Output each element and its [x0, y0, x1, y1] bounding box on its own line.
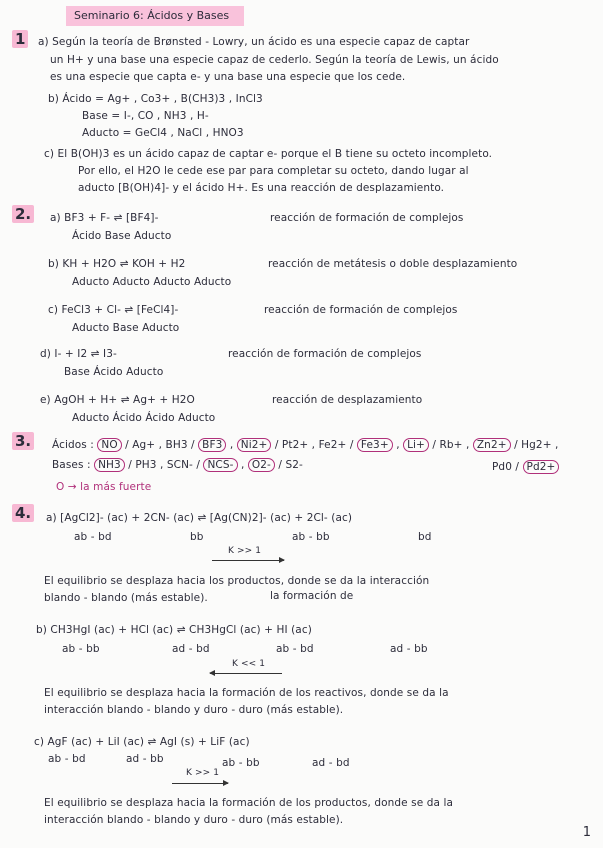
s4-b-k: K << 1: [232, 659, 266, 669]
s4-b-left-arrow: [210, 673, 282, 674]
acid-pt: / Pt2+ ,: [274, 439, 316, 451]
s4-c-label-3: ab - bb: [222, 757, 260, 769]
s1-a-line-2: un H+ y una base una especie capaz de cederlo. Según la teoría de Lewis, un ácido: [50, 54, 499, 66]
s2-d-description: reacción de formación de complejos: [228, 348, 422, 360]
acid-no-circled: NO: [97, 438, 121, 452]
base-o2-circled: O2-: [248, 458, 275, 472]
s2-c-description: reacción de formación de complejos: [264, 304, 458, 316]
s2-c-equation: c) FeCl3 + Cl- ⇌ [FeCl4]-: [48, 304, 179, 316]
section-3-number: 3.: [12, 432, 34, 450]
s2-d-labels: Base Ácido Aducto: [64, 366, 164, 378]
s4-b-label-3: ab - bd: [276, 643, 314, 655]
s4-b-label-2: ad - bd: [172, 643, 210, 655]
bases-label: Bases :: [52, 459, 91, 471]
s4-a-label-2: bb: [190, 531, 204, 543]
s3-acids-row: [52, 438, 558, 452]
s2-c-labels: Aducto Base Aducto: [72, 322, 180, 334]
base-scn: SCN- /: [166, 459, 201, 471]
s2-d-equation: d) I- + I2 ⇌ I3-: [40, 348, 117, 360]
acid-fe3-circled: Fe3+: [357, 438, 393, 452]
s2-a-equation: a) BF3 + F- ⇌ [BF4]-: [50, 212, 159, 224]
section-1-number: 1: [12, 30, 28, 48]
s1-b-line-3: Aducto = GeCl4 , NaCl , HNO3: [82, 127, 244, 139]
s2-b-equation: b) KH + H2O ⇌ KOH + H2: [48, 258, 186, 270]
base-ncs-circled: NCS-: [203, 458, 237, 472]
s4-b-text-2: interacción blando - blando y duro - duro (más estable).: [44, 704, 344, 716]
s4-a-text-1: El equilibrio se desplaza hacia los productos, donde se da la interacción: [44, 575, 430, 587]
s1-c-line-2: Por ello, el H2O le cede ese par para completar su octeto, dando lugar al: [78, 165, 469, 177]
s3-legend: O → la más fuerte: [56, 481, 152, 493]
s4-c-equation: c) AgF (ac) + LiI (ac) ⇌ AgI (s) + LiF (ac): [34, 736, 250, 748]
s1-a-line-1: a) Según la teoría de Brønsted - Lowry, un ácido es una especie capaz de captar: [38, 36, 470, 48]
s4-a-label-1: ab - bd: [74, 531, 112, 543]
acid-bf3-circled: BF3: [198, 438, 226, 452]
s2-b-labels: Aducto Aducto Aducto Aducto: [72, 276, 232, 288]
acids-label: Ácidos :: [52, 439, 94, 451]
s4-a-label-3: ab - bb: [292, 531, 330, 543]
s2-e-description: reacción de desplazamiento: [272, 394, 423, 406]
s4-a-text-3: la formación de: [270, 590, 354, 602]
s4-b-text-1: El equilibrio se desplaza hacia la formación de los reactivos, donde se da la: [44, 687, 449, 699]
section-2-number: 2.: [12, 205, 34, 223]
s2-e-equation: e) AgOH + H+ ⇌ Ag+ + H2O: [40, 394, 195, 406]
s1-c-line-1: c) El B(OH)3 es un ácido capaz de captar e- porque el B tiene su octeto incompleto.: [44, 148, 493, 160]
s4-a-k: K >> 1: [228, 546, 262, 556]
base-sep: ,: [240, 459, 245, 471]
s1-b-line-1: b) Ácido = Ag+ , Co3+ , B(CH3)3 , InCl3: [48, 93, 263, 105]
acid-ni-circled: Ni2+: [237, 438, 272, 452]
s4-c-label-2: ad - bb: [126, 753, 164, 765]
page-title: Seminario 6: Ácidos y Bases: [74, 9, 230, 22]
s1-b-line-2: Base = I-, CO , NH3 , H-: [82, 110, 209, 122]
s2-b-description: reacción de metátesis o doble desplazamiento: [268, 258, 518, 270]
base-s2: / S2-: [278, 459, 303, 471]
s1-c-line-3: aducto [B(OH)4]- y el ácido H+. Es una reacción de desplazamiento.: [78, 182, 445, 194]
s2-a-description: reacción de formación de complejos: [270, 212, 464, 224]
page-number: 1: [582, 825, 591, 840]
acid-li-circled: Li+: [403, 438, 429, 452]
s2-e-labels: Aducto Ácido Ácido Aducto: [72, 412, 216, 424]
s3-bases-row: [52, 458, 303, 472]
s4-a-text-2: blando - blando (más estable).: [44, 592, 208, 604]
s4-a-right-arrow: [212, 560, 284, 561]
s4-b-equation: b) CH3HgI (ac) + HCl (ac) ⇌ CH3HgCl (ac) + HI (ac): [36, 624, 312, 636]
title-highlight: [66, 6, 244, 26]
acid-fe2: Fe2+ /: [318, 439, 354, 451]
s4-c-label-1: ab - bd: [48, 753, 86, 765]
acid-sep-2: ,: [396, 439, 400, 451]
acid-sep-1: ,: [229, 439, 234, 451]
s4-b-label-4: ad - bb: [390, 643, 428, 655]
section-4-number: 4.: [12, 504, 34, 522]
s4-c-k: K >> 1: [186, 768, 220, 778]
s4-c-right-arrow: [172, 783, 228, 784]
acid-rb: / Rb+ ,: [432, 439, 470, 451]
acid-hg: / Hg2+ ,: [514, 439, 559, 451]
s1-a-line-3: es una especie que capta e- y una base una especie que los cede.: [50, 71, 406, 83]
acid-ag: / Ag+ ,: [125, 439, 163, 451]
s4-a-label-4: bd: [418, 531, 432, 543]
acid-bh3: BH3 /: [165, 439, 195, 451]
pd0: Pd0 /: [492, 461, 520, 473]
s2-a-labels: Ácido Base Aducto: [72, 230, 172, 242]
s4-b-label-1: ab - bb: [62, 643, 100, 655]
base-ph3: / PH3 ,: [128, 459, 164, 471]
acid-zn-circled: Zn2+: [473, 438, 511, 452]
s4-a-equation: a) [AgCl2]- (ac) + 2CN- (ac) ⇌ [Ag(CN)2]- (ac) + 2Cl- (ac): [46, 512, 353, 524]
s4-c-text-1: El equilibrio se desplaza hacia la formación de los productos, donde se da la: [44, 797, 454, 809]
base-nh3-circled: NH3: [94, 458, 125, 472]
s4-c-label-4: ad - bd: [312, 757, 350, 769]
s3-extra: [492, 460, 559, 474]
s4-c-text-2: interacción blando - blando y duro - duro (más estable).: [44, 814, 344, 826]
pd2-circled: Pd2+: [523, 460, 560, 474]
